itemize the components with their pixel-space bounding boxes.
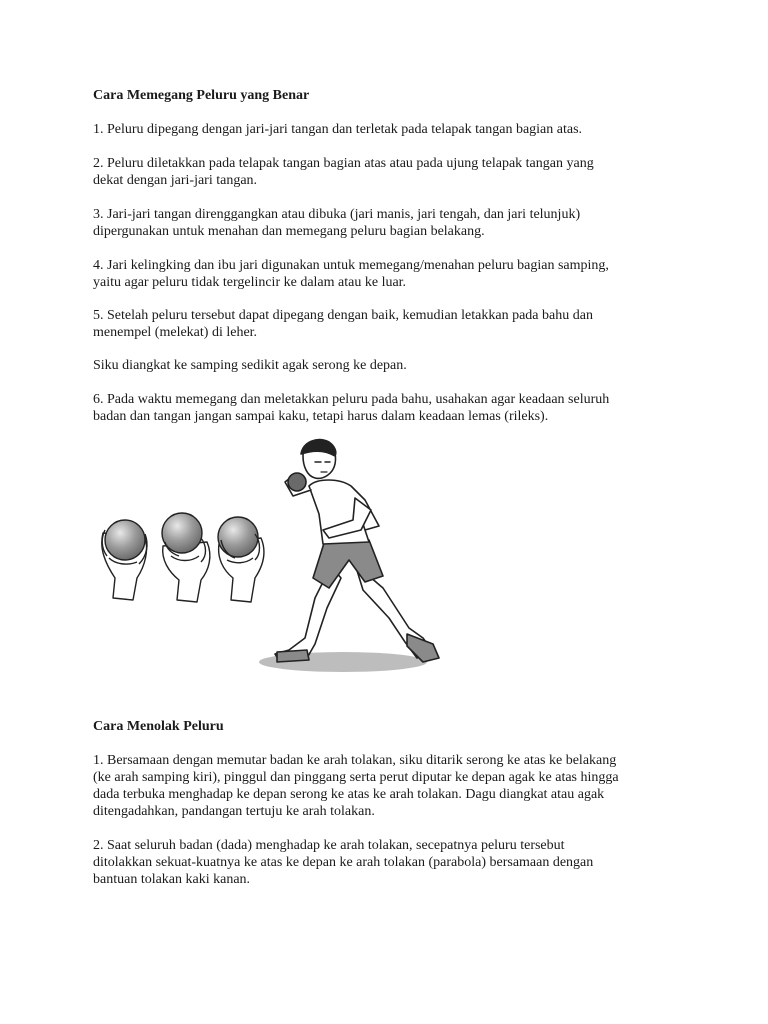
text-line: ditolakkan sekuat-kuatnya ke atas ke depan ke arah tolakan (parabola) bersamaan dengan	[93, 855, 594, 870]
text-line: dipergunakan untuk menahan dan memegang peluru bagian belakang.	[93, 224, 485, 239]
athlete-figure	[275, 440, 439, 662]
paragraph-grip-1	[93, 121, 683, 138]
paragraph-grip-6	[93, 391, 683, 425]
text-line: (ke arah samping kiri), pinggul dan pinggang serta perut diputar ke depan agak ke atas hingga	[93, 770, 619, 785]
text-line: 2. Peluru diletakkan pada telapak tangan bagian atas atau pada ujung telapak tangan yang	[93, 156, 594, 171]
text-line: 4. Jari kelingking dan ibu jari digunakan untuk memegang/menahan peluru bagian samping,	[93, 258, 609, 273]
section-heading-grip: Cara Memegang Peluru yang Benar	[93, 88, 310, 103]
text-line: badan dan tangan jangan sampai kaku, tetapi harus dalam keadaan lemas (rileks).	[93, 409, 549, 424]
shot-ball	[105, 520, 145, 560]
text-line: dada terbuka menghadap ke depan serong ke atas ke arah tolakan. Dagu diangkat atau agak	[93, 787, 605, 802]
paragraph-grip-4	[93, 257, 683, 291]
text-line: yaitu agar peluru tidak tergelincir ke dalam atau ke luar.	[93, 275, 407, 290]
text-line: 6. Pada waktu memegang dan meletakkan peluru pada bahu, usahakan agar keadaan seluruh	[93, 392, 610, 407]
section-heading-throw: Cara Menolak Peluru	[93, 719, 224, 734]
paragraph-grip-3	[93, 206, 683, 240]
text-line: 3. Jari-jari tangan direnggangkan atau dibuka (jari manis, jari tengah, dan jari telunjuk)	[93, 207, 581, 222]
text-line: dekat dengan jari-jari tangan.	[93, 173, 258, 188]
hand-grip-3	[218, 517, 264, 602]
illustration-svg	[93, 438, 465, 674]
shot-ball	[162, 513, 202, 553]
text-line: menempel (melekat) di leher.	[93, 325, 258, 340]
text-line: 2. Saat seluruh badan (dada) menghadap ke arah tolakan, secepatnya peluru tersebut	[93, 838, 565, 853]
paragraph-grip-5	[93, 307, 683, 341]
shot-ball	[288, 473, 306, 491]
text-line: 5. Setelah peluru tersebut dapat dipegang dengan baik, kemudian letakkan pada bahu dan	[93, 308, 593, 323]
paragraph-throw-1	[93, 752, 683, 820]
text-line: Siku diangkat ke samping sedikit agak serong ke depan.	[93, 358, 407, 373]
paragraph-grip-elbow	[93, 357, 683, 374]
text-line: ditengadahkan, pandangan tertuju ke arah tolakan.	[93, 804, 375, 819]
text-line: 1. Bersamaan dengan memutar badan ke arah tolakan, siku ditarik serong ke atas ke belakang	[93, 753, 617, 768]
text-line: bantuan tolakan kaki kanan.	[93, 872, 251, 887]
paragraph-throw-2	[93, 837, 683, 888]
hand-grip-1	[102, 520, 147, 600]
paragraph-grip-2	[93, 155, 683, 189]
shot-ball	[218, 517, 258, 557]
shot-put-illustration	[93, 438, 465, 674]
hand-grip-2	[162, 513, 210, 602]
text-line: 1. Peluru dipegang dengan jari-jari tangan dan terletak pada telapak tangan bagian atas.	[93, 122, 583, 137]
